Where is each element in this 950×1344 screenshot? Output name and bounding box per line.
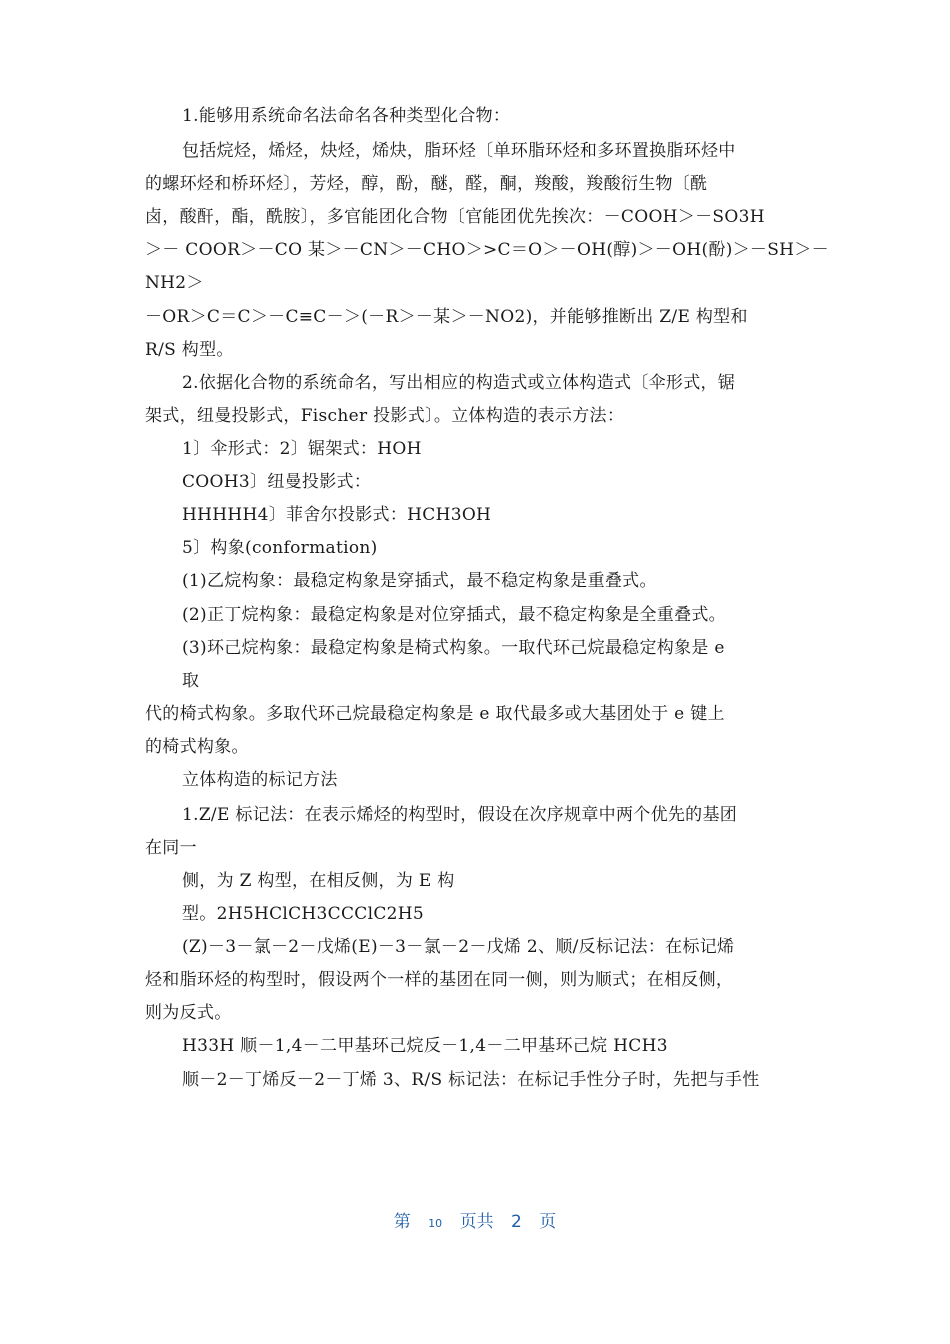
text-line: COOH3〕纽曼投影式： — [182, 472, 372, 492]
text-line: HHHHH4〕菲舍尔投影式：HCH3OH — [182, 505, 492, 525]
text-line: 烃和脂环烃的构型时，假设两个一样的基团在同一侧，则为顺式；在相反侧， — [145, 970, 734, 990]
text-line: 的椅式构象。 — [145, 737, 249, 757]
text-line: 5〕构象(conformation) — [182, 538, 378, 558]
text-line: 顺－2－丁烯反－2－丁烯 3、R/S 标记法：在标记手性分子时，先把与手性 — [182, 1070, 760, 1090]
text-line: 型。2H5HClCH3CCClC2H5 — [182, 904, 424, 924]
footer-suffix: 页 — [539, 1212, 557, 1232]
text-line: (2)正丁烷构象：最稳定构象是对位穿插式，最不稳定构象是全重叠式。 — [182, 605, 726, 625]
text-line: 的螺环烃和桥环烃〕，芳烃，醇，酚，醚，醛，酮，羧酸，羧酸衍生物〔酰 — [145, 174, 708, 194]
footer-prefix: 第 — [393, 1212, 411, 1232]
text-line: (3)环己烷构象：最稳定构象是椅式构象。一取代环己烷最稳定构象是 e — [182, 638, 725, 658]
footer-middle: 页共 — [459, 1212, 494, 1232]
text-line: ＞－ COOR＞－CO 某＞－CN＞－CHO＞>C＝O＞－OH(醇)＞－OH(酚)＞－SH＞－ — [145, 240, 829, 260]
footer-page-number: 10 — [428, 1217, 443, 1230]
text-line: (1)乙烷构象：最稳定构象是穿插式，最不稳定构象是重叠式。 — [182, 571, 657, 591]
text-line: 在同一 — [145, 838, 197, 858]
text-line: 1.Z/E 标记法：在表示烯烃的构型时，假设在次序规章中两个优先的基团 — [182, 805, 738, 825]
text-line: 架式，纽曼投影式，Fischer 投影式〕。立体构造的表示方法： — [145, 406, 625, 426]
text-line: 代的椅式构象。多取代环己烷最稳定构象是 e 取代最多或大基团处于 e 键上 — [145, 704, 725, 724]
text-line: －OR＞C＝C＞－C≡C－＞(－R＞－某＞－NO2)，并能够推断出 Z/E 构型和 — [145, 307, 748, 327]
page-footer — [0, 1210, 950, 1236]
text-line: R/S 构型。 — [145, 340, 234, 360]
text-line: 2.依据化合物的系统命名，写出相应的构造式或立体构造式〔伞形式，锯 — [182, 373, 736, 393]
text-line: 立体构造的标记方法 — [182, 770, 338, 790]
footer-total-pages: 2 — [510, 1212, 522, 1232]
text-line: H33H 顺－1,4－二甲基环己烷反－1,4－二甲基环己烷 HCH3 — [182, 1036, 668, 1056]
text-line: 1〕伞形式：2〕锯架式：HOH — [182, 439, 422, 459]
text-line: (Z)－3－氯－2－戊烯(E)－3－氯－2－戊烯 2、顺/反标记法：在标记烯 — [182, 937, 735, 957]
text-line: 1.能够用系统命名法命名各种类型化合物： — [182, 106, 511, 126]
text-line: NH2＞ — [145, 273, 204, 293]
text-line: 则为反式。 — [145, 1003, 232, 1023]
text-line: 侧，为 Z 构型，在相反侧，为 E 构 — [182, 871, 455, 891]
text-line: 卤，酸酐，酯，酰胺〕，多官能团化合物〔官能团优先挨次：－COOH＞－SO3H — [145, 207, 765, 227]
text-line: 包括烷烃，烯烃，炔烃，烯炔，脂环烃〔单环脂环烃和多环置换脂环烃中 — [182, 141, 736, 161]
text-line: 取 — [182, 671, 200, 691]
